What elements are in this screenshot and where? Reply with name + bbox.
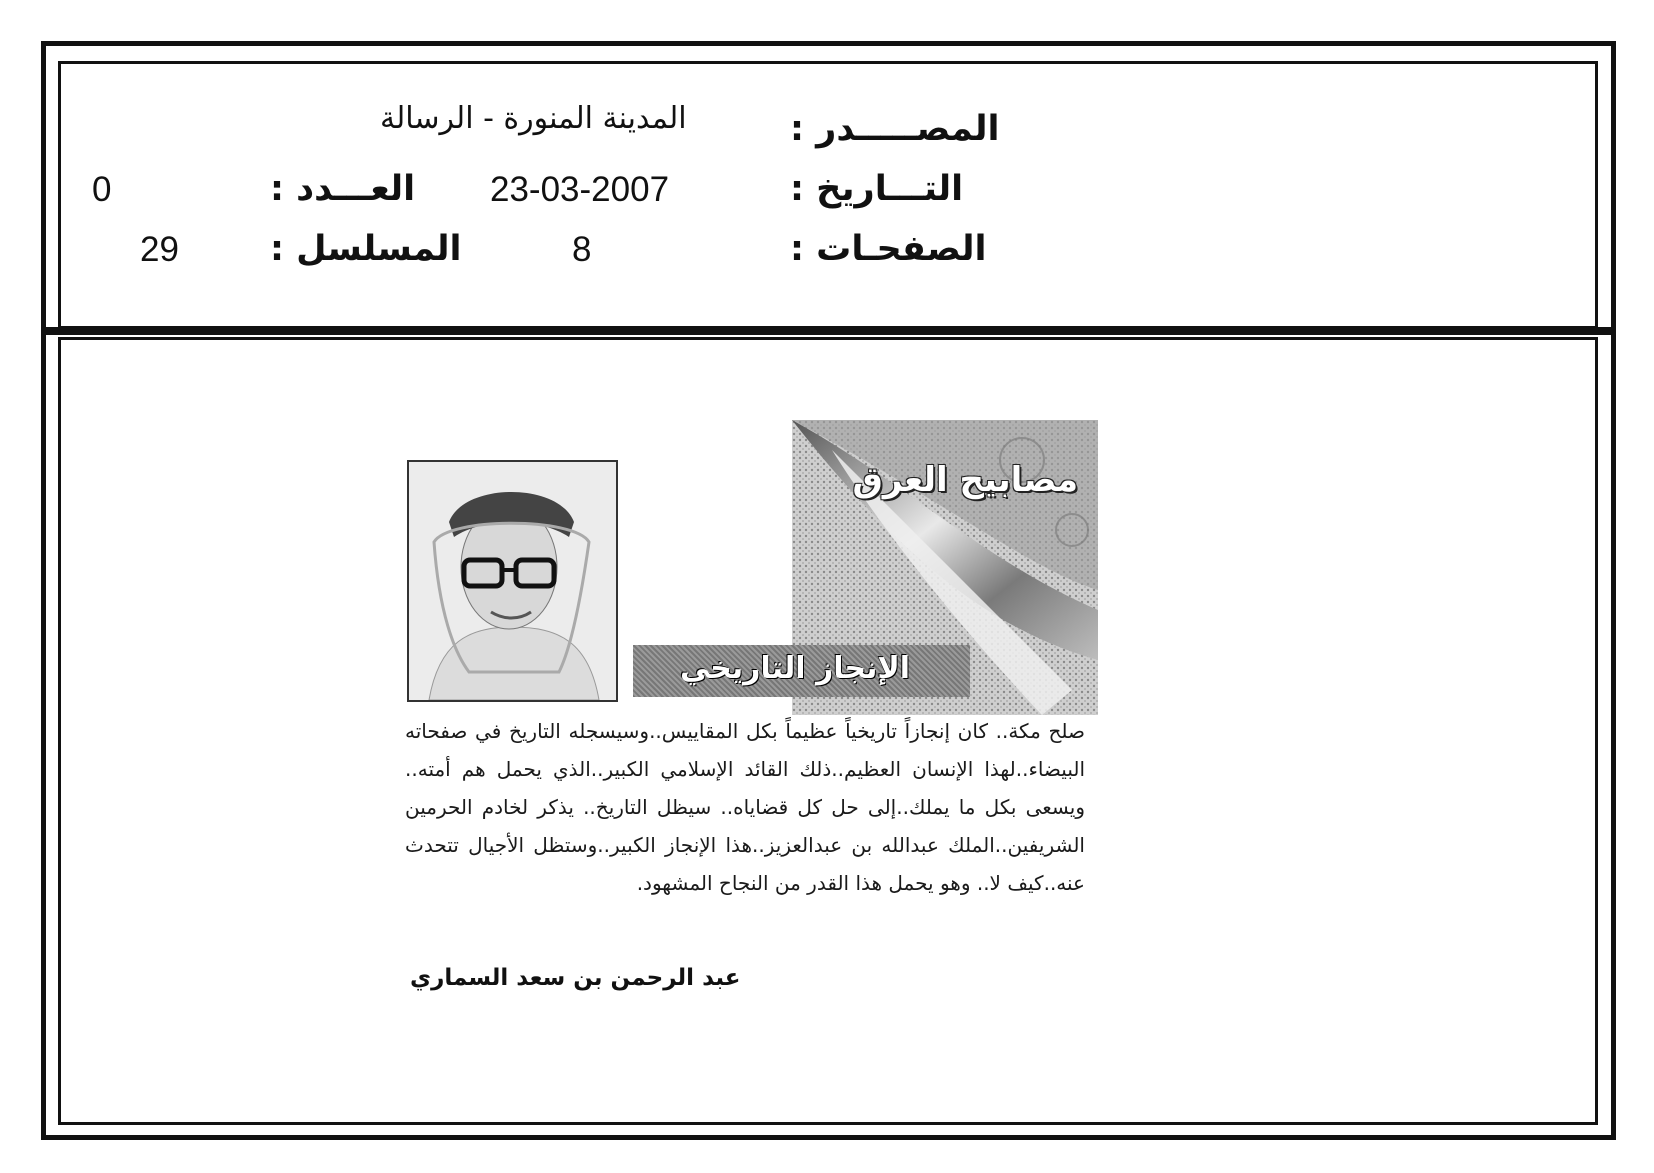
author-photo bbox=[407, 460, 618, 702]
date-label: التـــاريخ : bbox=[790, 169, 964, 209]
column-title: مصابيح العرق bbox=[852, 460, 1078, 500]
header-divider bbox=[41, 327, 1616, 335]
issue-label: العـــدد : bbox=[270, 169, 416, 209]
source-label: المصـــــدر : bbox=[790, 109, 1000, 149]
pages-label: الصفحـات : bbox=[790, 229, 987, 269]
article-body: صلح مكة.. كان إنجازاً تاريخياً عظيماً بكل المقاييس..وسيسجله التاريخ في صفحاته البيضاء..لهذا الإنسان العظيم..ذلك القائد الإسلامي الكبير..الذي يحمل هم أمته.. ويسعى بكل ما يملك..إلى حل كل قضاياه.. سيظل التاريخ.. يذكر لخادم الحرمين الشريفين..الملك عبدالله بن عبدالعزيز..هذا الإنجاز الكبير..وستظل الأجيال تتحدث عنه..كيف لا.. وهو يحمل هذا القدر من النجاح المشهود. bbox=[405, 719, 1085, 895]
source-value: المدينة المنورة - الرسالة bbox=[380, 101, 687, 136]
headline: الإنجاز التاريخي bbox=[679, 651, 910, 686]
newspaper-clipping bbox=[400, 420, 1100, 1020]
author-name: عبد الرحمن بن سعد السماري bbox=[410, 965, 741, 991]
pages-value: 8 bbox=[572, 230, 592, 269]
headline-box bbox=[633, 645, 970, 697]
serial-label: المسلسل : bbox=[270, 229, 462, 269]
date-value: 23-03-2007 bbox=[490, 170, 670, 209]
issue-value: 0 bbox=[92, 170, 112, 209]
author-portrait-illustration bbox=[409, 462, 616, 700]
serial-value: 29 bbox=[140, 230, 179, 269]
